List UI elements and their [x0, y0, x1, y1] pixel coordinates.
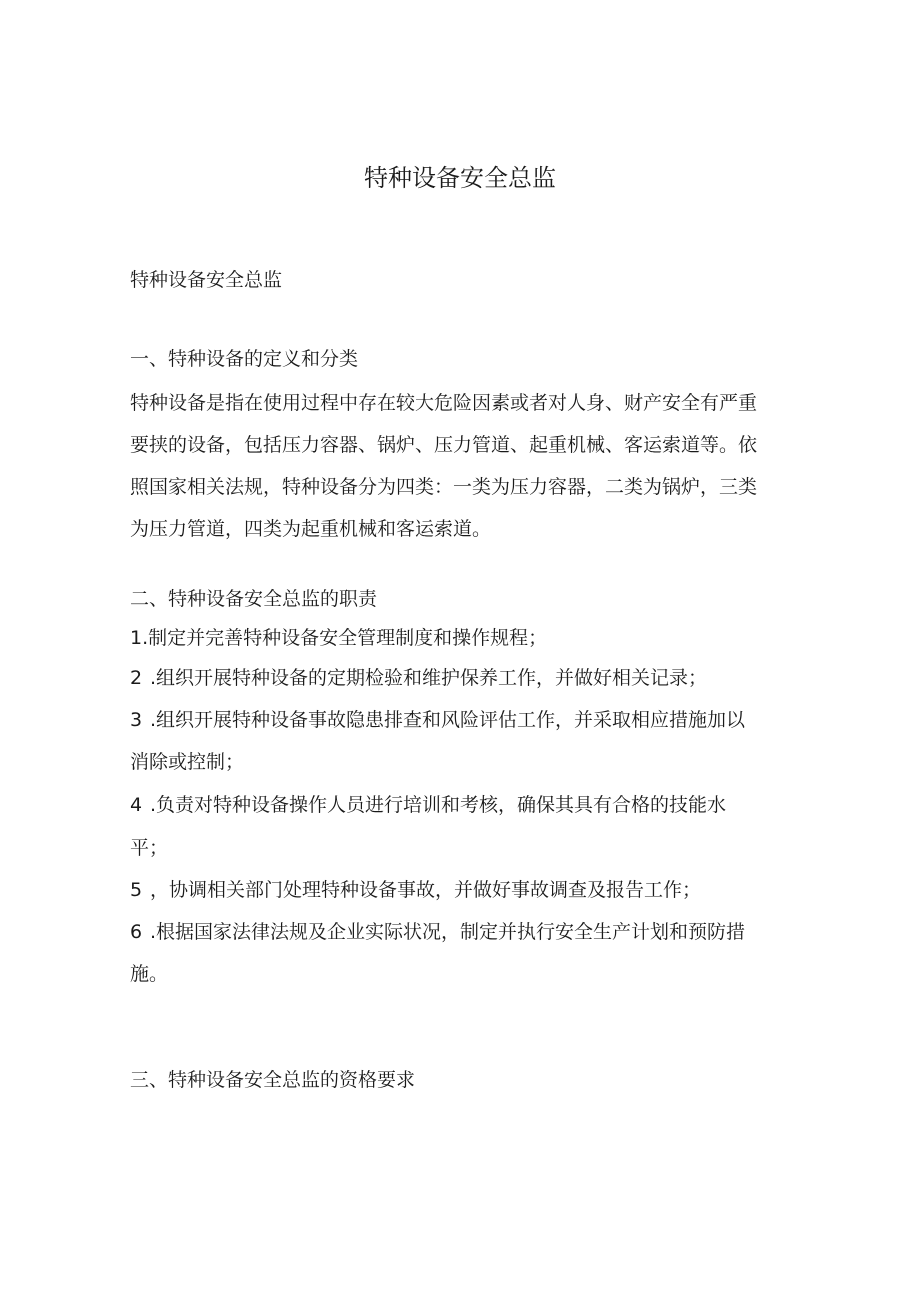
section-1-paragraph-line: 特种设备是指在使用过程中存在较大危险因素或者对人身、财产安全有严重 [130, 392, 758, 414]
duty-item-text: 制定并完善特种设备安全管理制度和操作规程； [148, 627, 548, 649]
duty-item-2 [130, 664, 707, 692]
duty-item-3 [130, 706, 745, 734]
section-1-paragraph-line: 要挟的设备，包括压力容器、锅炉、压力管道、起重机械、客运索道等。依 [130, 434, 758, 456]
section-1-paragraph-line: 为压力管道，四类为起重机械和客运索道。 [130, 518, 492, 540]
duty-item-5 [130, 876, 701, 904]
duty-item-text: ，协调相关部门处理特种设备事故，并做好事故调查及报告工作； [150, 879, 702, 901]
duty-item-text: .组织开展特种设备的定期检验和维护保养工作，并做好相关记录； [150, 667, 708, 689]
duty-item-text: .负责对特种设备操作人员进行培训和考核，确保其具有合格的技能水 [150, 794, 727, 816]
duty-item-number: 1. [130, 627, 149, 649]
document-subtitle: 特种设备安全总监 [130, 269, 283, 291]
duty-item-number: 3 [130, 709, 143, 731]
duty-item-6 [130, 918, 745, 946]
duty-item-4 [130, 791, 726, 819]
duty-item-number: 5 [130, 879, 143, 901]
section-2-heading: 二、特种设备安全总监的职责 [130, 588, 378, 610]
duty-item-1 [130, 624, 547, 652]
duty-item-3-continuation: 消除或控制； [130, 751, 245, 773]
duty-item-4-continuation: 平； [130, 837, 169, 859]
section-1-heading: 一、特种设备的定义和分类 [130, 348, 359, 370]
duty-item-number: 2 [130, 667, 143, 689]
section-3-heading: 三、特种设备安全总监的资格要求 [130, 1069, 416, 1091]
duty-item-number: 6 [130, 921, 143, 943]
document-title: 特种设备安全总监 [364, 164, 556, 192]
duty-item-text: .组织开展特种设备事故隐患排查和风险评估工作，并采取相应措施加以 [150, 709, 746, 731]
duty-item-text: .根据国家法律法规及企业实际状况，制定并执行安全生产计划和预防措 [150, 921, 746, 943]
section-1-paragraph-line: 照国家相关法规，特种设备分为四类：一类为压力容器，二类为锅炉，三类 [130, 476, 758, 498]
duty-item-6-continuation: 施。 [130, 963, 169, 985]
duty-item-number: 4 [130, 794, 143, 816]
